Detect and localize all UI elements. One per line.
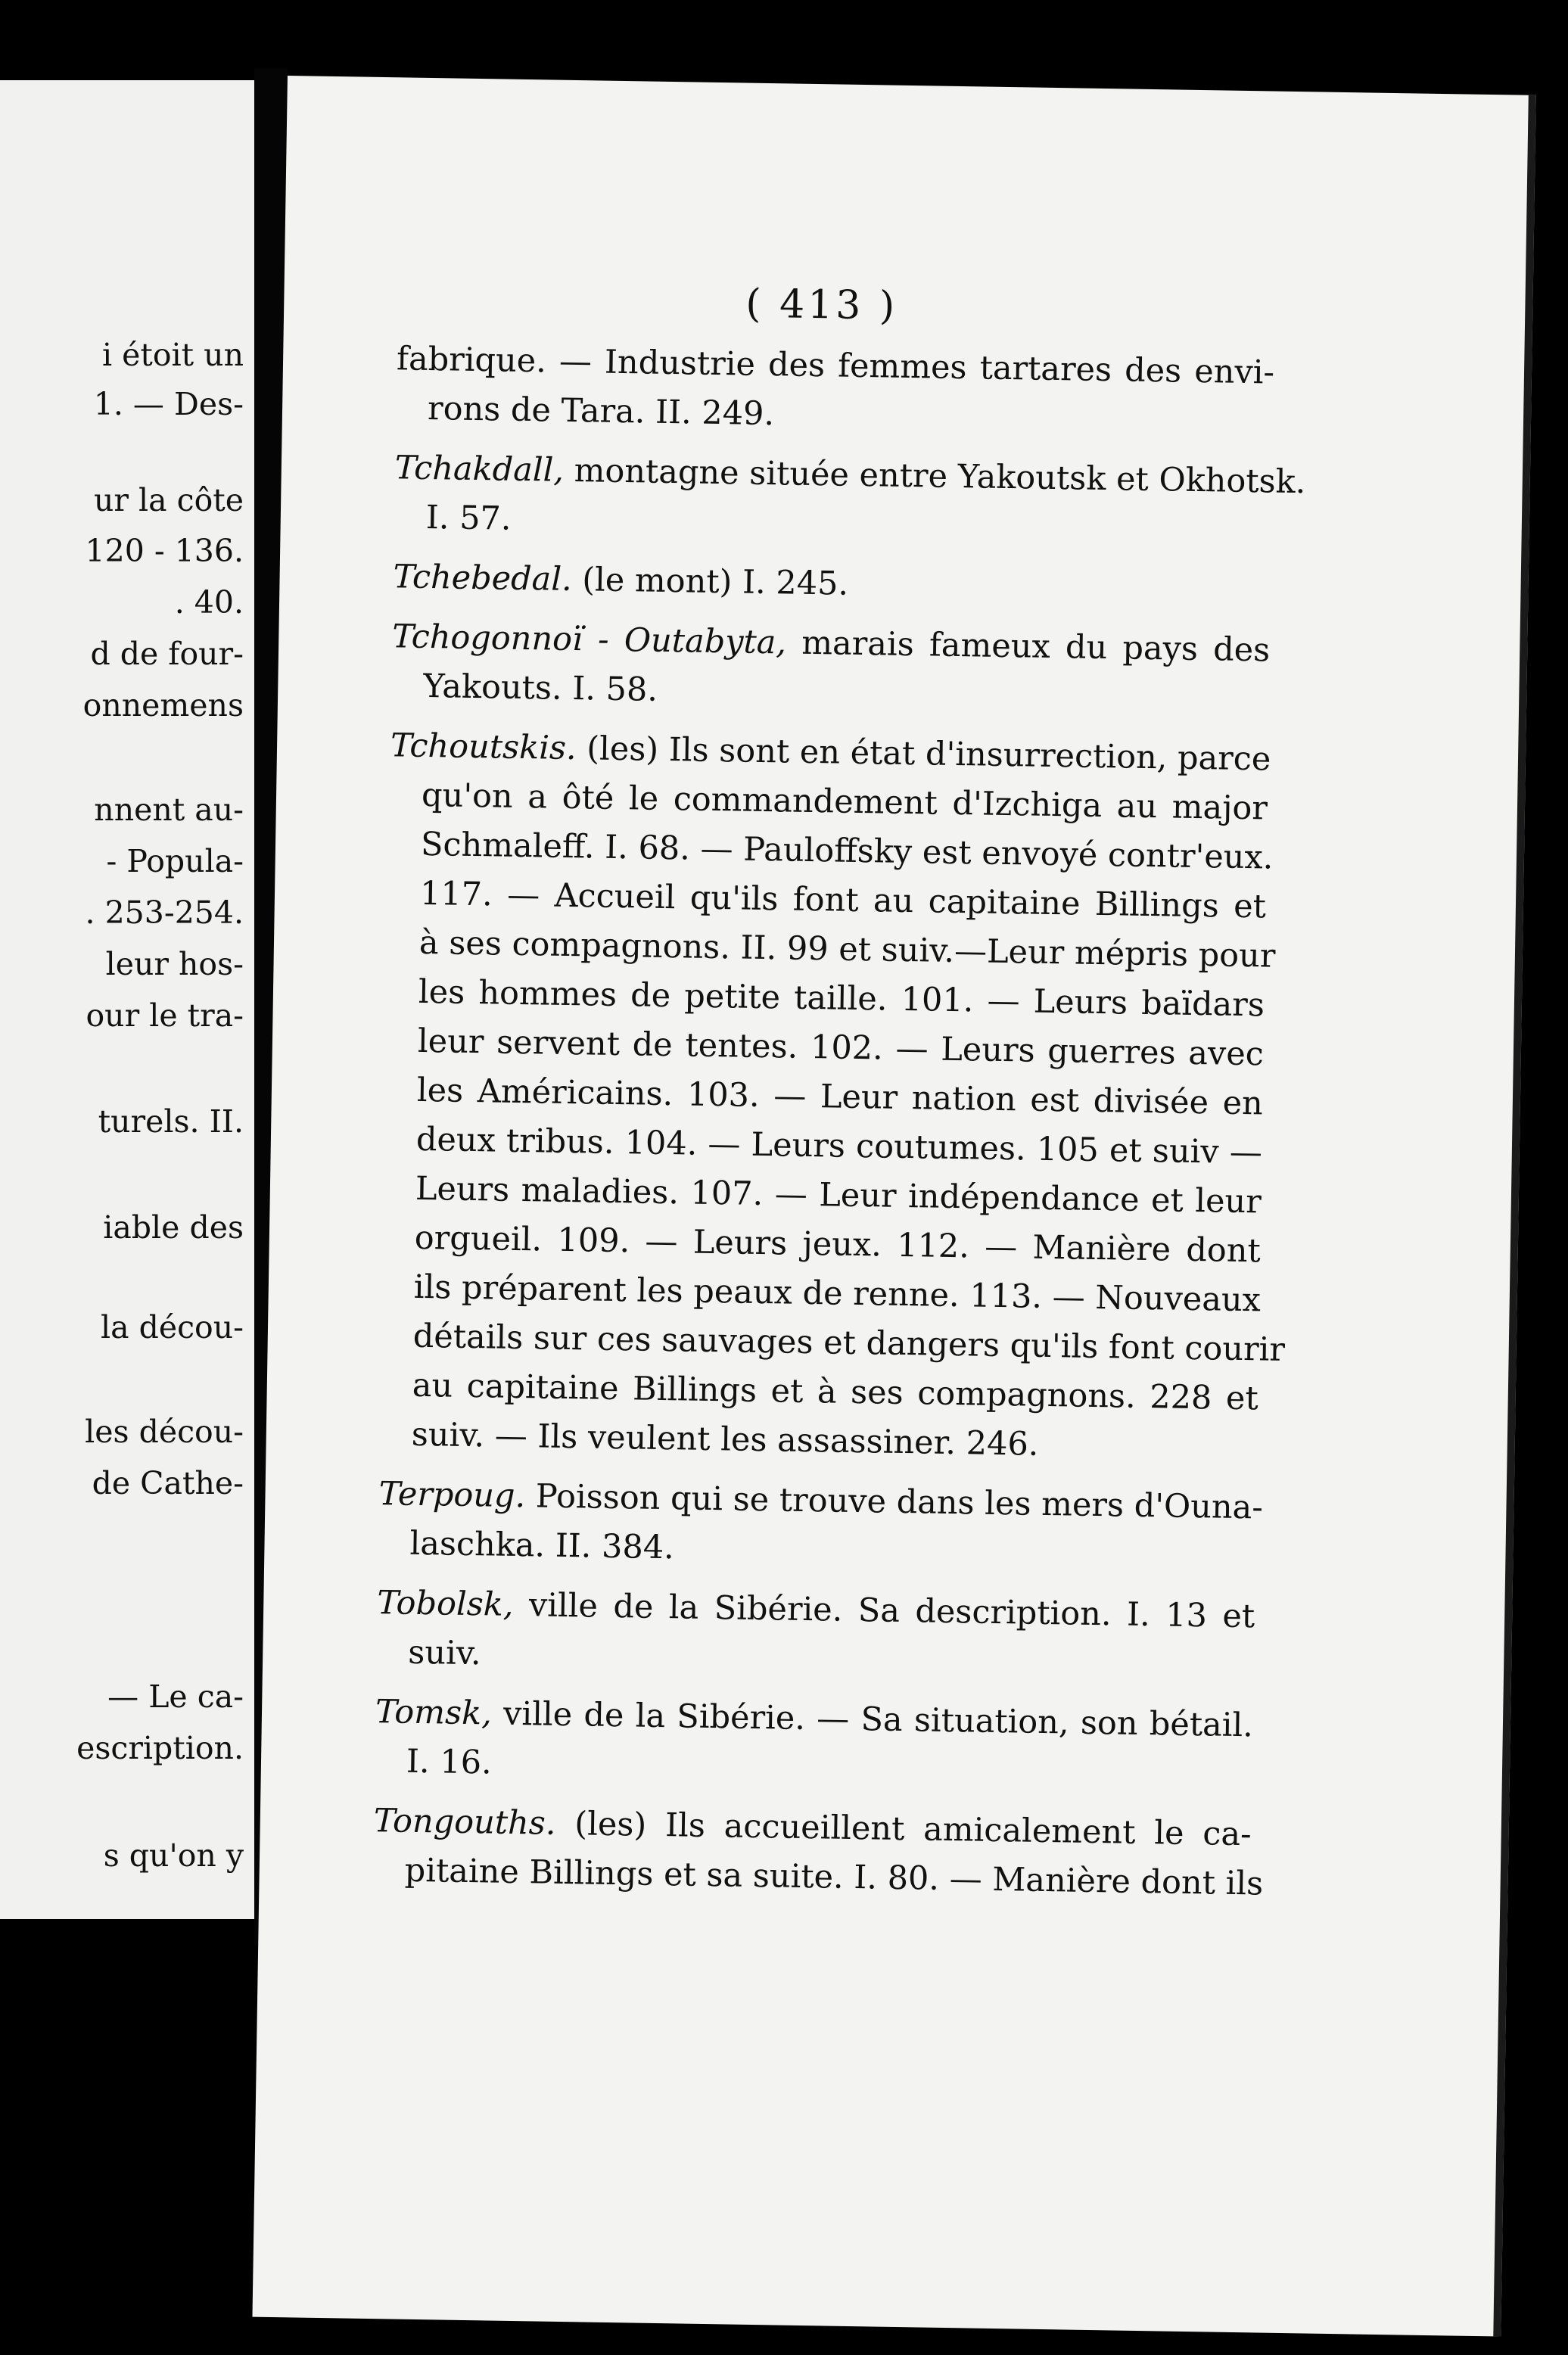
entry-text: montagne située entre Yakoutsk et Okhotsk. — [563, 451, 1306, 502]
entry-text: orgueil. 109. — Leurs jeux. 112. — Manière dont — [414, 1218, 1262, 1271]
left-line: our le tra- — [86, 997, 244, 1034]
entry-headword: Tchogonnoï - Outabyta, — [391, 618, 787, 662]
entry-text: Leurs maladies. 107. — Leur indépendance et leur — [415, 1169, 1262, 1221]
index-entries — [372, 433, 1306, 1909]
index-entry — [378, 1459, 1264, 1582]
entry-text: I. 57. — [425, 498, 512, 538]
index-entry — [394, 433, 1306, 555]
left-line: iable des — [103, 1209, 244, 1246]
entry-text: suiv. — Ils veulent les assassiner. 246. — [411, 1415, 1039, 1464]
entry-text: (le mont) I. 245. — [571, 560, 849, 603]
left-line: s qu'on y — [103, 1837, 244, 1874]
index-entry — [375, 1677, 1254, 1800]
entry-text: (les) Ils sont en état d'insurrection, parce — [576, 730, 1271, 779]
previous-page-fragment — [0, 80, 254, 1919]
entry-text: ville de la Sibérie. Sa description. I. 13 et — [513, 1585, 1255, 1636]
left-line: - Popula- — [106, 843, 244, 879]
text-line: rons de Tara. II. 249. — [427, 389, 775, 434]
left-line: les décou- — [85, 1414, 244, 1450]
entry-text: pitaine Billings et sa suite. I. 80. — Manière dont ils — [404, 1851, 1264, 1903]
entry-text: qu'on a ôté le commandement d'Izchiga au major — [421, 776, 1268, 828]
book-page — [252, 76, 1535, 2337]
left-line: ur la côte — [93, 482, 244, 518]
left-line: . 40. — [174, 584, 244, 621]
left-line: de Cathe- — [92, 1465, 244, 1501]
left-line: i étoit un — [101, 337, 244, 373]
index-entry — [376, 1568, 1255, 1691]
entry-headword: Tchoutskis. — [390, 726, 577, 768]
entry-text: au capitaine Billings et à ses compagnons. 228 et — [412, 1366, 1259, 1418]
left-line: . 253-254. — [85, 894, 244, 931]
left-line: leur hos- — [105, 946, 244, 982]
entry-text: Poisson qui se trouve dans les mers d'Ouna- — [524, 1477, 1264, 1527]
entry-text: leur servent de tentes. 102. — Leurs guerres avec — [417, 1022, 1265, 1074]
page-number: ( 413 ) — [745, 281, 898, 329]
entry-text: marais fameux du pays des — [786, 624, 1271, 670]
text-line: fabrique. — Industrie des femmes tartares des envi- — [396, 340, 1275, 392]
entry-text: (les) Ils accueillent amicalement le ca- — [555, 1804, 1252, 1854]
left-line: 120 - 136. — [85, 533, 244, 569]
index-entry — [391, 602, 1271, 724]
entry-headword: Tchakdall, — [394, 449, 565, 490]
left-line: 1. — Des- — [93, 386, 244, 422]
entry-text: Yakouts. I. 58. — [422, 667, 658, 709]
entry-text: les Américains. 103. — Leur nation est divisée en — [416, 1071, 1264, 1123]
entry-headword: Terpoug. — [378, 1475, 526, 1516]
entry-text: ils préparent les peaux de renne. 113. — Nouveaux — [413, 1268, 1262, 1320]
left-line: d de four- — [90, 636, 244, 672]
entry-text: détails sur ces sauvages et dangers qu'ils font courir — [412, 1317, 1286, 1369]
entry-headword: Tomsk, — [375, 1693, 493, 1733]
entry-text: ville de la Sibérie. — Sa situation, son bétail. — [491, 1694, 1254, 1745]
entry-text: laschka. II. 384. — [409, 1524, 675, 1567]
entry-text: les hommes de petite taille. 101. — Leurs baïdars — [418, 972, 1265, 1025]
index-text — [372, 334, 1306, 1909]
left-line: nnent au- — [94, 792, 244, 828]
entry-headword: Tongouths. — [373, 1802, 556, 1843]
entry-text: I. 16. — [406, 1742, 493, 1782]
entry-text: deux tribus. 104. — Leurs coutumes. 105 et suiv — — [415, 1120, 1263, 1172]
index-entry — [379, 711, 1286, 1473]
entry-headword: Tobolsk, — [376, 1584, 514, 1624]
index-entry — [372, 1786, 1264, 1909]
left-line: turels. II. — [98, 1103, 244, 1140]
left-line: onnemens — [82, 687, 244, 723]
left-line: — Le ca- — [107, 1678, 244, 1715]
entry-text: à ses compagnons. II. 99 et suiv.—Leur mépris pour — [418, 923, 1276, 975]
left-line: escription. — [76, 1730, 244, 1766]
entry-text: suiv. — [407, 1633, 482, 1673]
left-line: la décou- — [100, 1309, 244, 1345]
entry-text: Schmaleff. I. 68. — Pauloffsky est envoyé contr'eux. — [420, 825, 1274, 877]
entry-headword: Tchebedal. — [393, 558, 573, 599]
entry-text: 117. — Accueil qu'ils font au capitaine Billings et — [419, 874, 1267, 926]
